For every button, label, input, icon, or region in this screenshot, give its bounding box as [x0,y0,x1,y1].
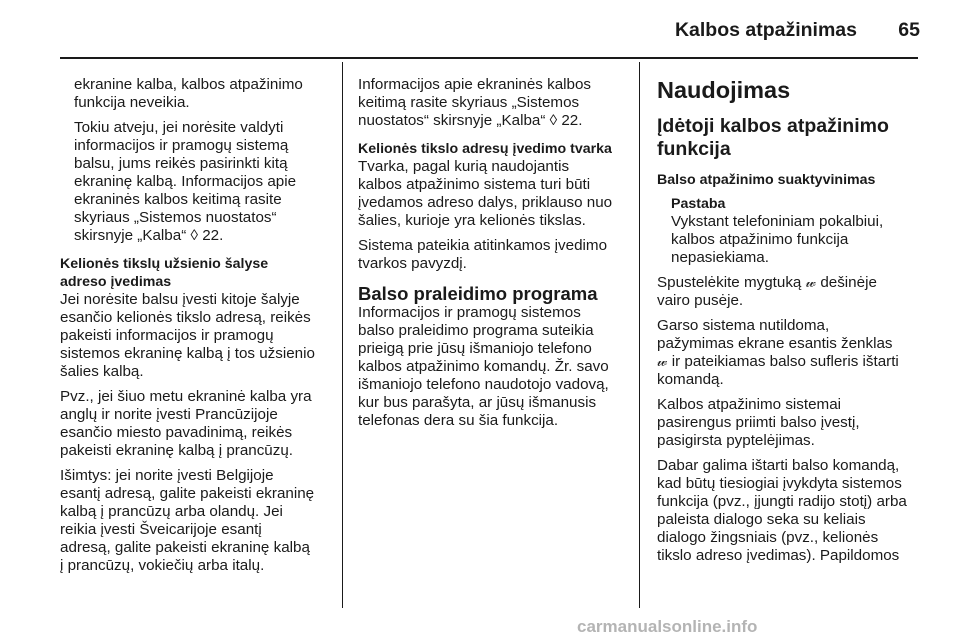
paragraph: Informacijos ir pramogų sistemos balso praleidimo programa suteikia prieigą prie jūsų išmaniojo telefono kalbos atpažinimo komandų. Žr. savo išmaniojo telefono naudotojo vadovą, kur bus parašyta, ar jūsų išmanusis telefonas dera su šia funkcija. [358,304,609,429]
chapter-heading: Naudojimas [657,77,791,103]
paragraph: ekranine kalba, kalbos atpažinimo funkcija neveikia. [74,76,303,111]
paragraph: Tokiu atveju, jei norėsite valdyti informacijos ir pramogų sistemą balsu, jums reikės pasirinkti kitą ekraninę kalbą. Informacijos apie ekraninės kalbos keitimą rasite skyriaus „Sistemos nuostatos“ skirsnyje „Kalba“ ◊ 22. [74,119,297,244]
page-number: 65 [898,19,920,41]
section-heading: Kelionės tikslo adresų įvedimo tvarka [358,141,612,157]
paragraph: Išimtys: jei norite įvesti Belgijoje esantį adresą, galite pakeisti ekraninę kalbą į prancūzų arba olandų. Jei reikia įvesti Šveicarijoje esantį adresą, galite pakeisti ekraninę kalbą į prancūzų, vokiečių arba italų. [60,467,315,574]
watermark: carmanualsonline.info [577,617,758,636]
section-heading: Balso praleidimo programa [358,283,598,304]
column-1 [60,76,332,582]
paragraph: Informacijos apie ekraninės kalbos keitimą rasite skyriaus „Sistemos nuostatos“ skirsnyje „Kalba“ ◊ 22. [358,76,591,129]
subsection-heading: Balso atpažinimo suaktyvinimas [657,172,876,188]
column-divider [639,62,640,608]
paragraph: Sistema pateikia atitinkamos įvedimo tvarkos pavyzdį. [358,237,608,272]
column-3 [657,76,932,572]
column-divider [342,62,343,608]
paragraph: Tvarka, pagal kurią naudojantis kalbos atpažinimo sistema turi būti įvedamos adreso dalys, priklauso nuo šalies, kurioje yra kelionės tikslas. [358,158,613,229]
note-box [657,195,932,267]
paragraph: Spustelėkite mygtuką 𝓌 dešinėje vairo pusėje. [657,274,877,309]
paragraph: Dabar galima ištarti balso komandą, kad būtų tiesiogiai įvykdyta sistemos funkcija (pvz., įjungti radijo stotį) arba paleista dialogo seka su keliais dialogo žingsniais (pvz., kelionės tikslo adreso įvedimas). Papildomos [657,457,907,564]
page-title: Kalbos atpažinimas [674,19,857,41]
paragraph: Pvz., jei šiuo metu ekraninė kalba yra anglų ir norite įvesti Prancūzijoje esančio miesto pavadinimą, reikės pakeisti ekraninę kalbą į prancūzų. [60,388,312,459]
header-rule [60,57,918,59]
paragraph: Kalbos atpažinimo sistemai pasirengus priimti balso įvestį, pasigirsta pyptelėjimas. [657,396,860,449]
section-heading: Kelionės tikslų užsienio šalyse adreso įvedimas [60,256,269,290]
note-title: Pastaba [671,196,726,212]
paragraph: Garso sistema nutildoma, pažymimas ekrane esantis ženklas 𝓌 ir pateikiamas balso sufleris ištarti komandą. [657,317,899,388]
column-2 [358,76,630,437]
paragraph: Jei norėsite balsu įvesti kitoje šalyje esančio kelionės tikslo adresą, reikės pakeisti informacijos ir pramogų sistemos ekraninę kalbą į tos užsienio šalies kalbą. [60,291,315,380]
section-heading: Įdėtoji kalbos atpažinimo funkcija [657,115,889,160]
note-body: Vykstant telefoniniam pokalbiui, kalbos atpažinimo funkcija nepasiekiama. [671,213,884,266]
